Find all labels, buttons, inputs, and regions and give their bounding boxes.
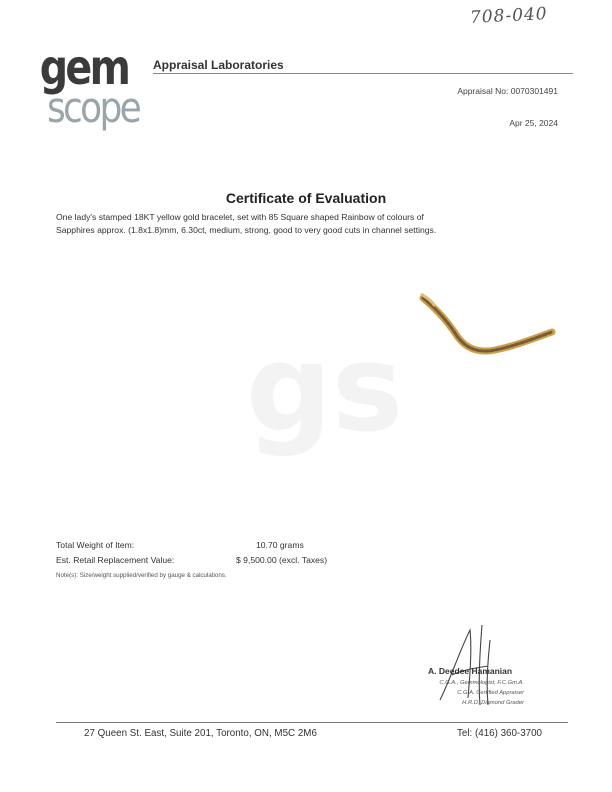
footer-phone: Tel: (416) 360-3700	[457, 728, 542, 739]
total-weight-value: 10.70 grams	[256, 540, 304, 550]
measurement-note: Note(s): Size/weight supplied/verified by gauge & calculations.	[56, 572, 227, 579]
appraisal-date: Apr 25, 2024	[509, 118, 558, 128]
retail-value-label: Est. Retail Replacement Value:	[56, 555, 175, 565]
item-description	[56, 211, 556, 237]
appraiser-name: A. Deedee Hamanian	[428, 666, 513, 676]
retail-value-row	[56, 555, 327, 565]
bracelet-photo	[415, 288, 555, 368]
gemscope-logo	[38, 40, 150, 132]
description-line: Sapphires approx. (1.8x1.8)mm, 6.30ct, medium, strong, good to very good cuts in channel settings.	[56, 225, 437, 235]
watermark-text: gs	[246, 320, 404, 459]
appraiser-credential: C.G.A., Gemmologist, F.C.Gm.A.	[439, 680, 524, 686]
description-line: One lady's stamped 18KT yellow gold bracelet, set with 85 Square shaped Rainbow of colours of	[56, 212, 424, 222]
header-divider	[153, 73, 573, 74]
lab-name: Appraisal Laboratories	[153, 58, 284, 72]
logo-gem-text: gem	[39, 40, 129, 97]
handwritten-reference-number: 708-040	[469, 3, 549, 29]
total-weight-label: Total Weight of Item:	[56, 540, 135, 550]
appraisal-number-label: Appraisal No:	[457, 86, 509, 96]
appraiser-credential: H.R.D. Diamond Grader	[462, 700, 524, 706]
logo-scope-text: scope	[47, 84, 140, 133]
appraisal-number-value: 0070301491	[510, 86, 558, 96]
appraisal-number	[457, 86, 558, 96]
footer-divider	[56, 722, 568, 723]
gs-watermark	[240, 300, 404, 480]
retail-value-amount: $ 9,500.00 (excl. Taxes)	[236, 555, 328, 565]
certificate-title: Certificate of Evaluation	[225, 190, 387, 206]
total-weight-row	[56, 540, 304, 550]
appraiser-credential: C.G.A. Certified Appraiser	[457, 690, 524, 696]
footer-address: 27 Queen St. East, Suite 201, Toronto, ON, M5C 2M6	[84, 728, 317, 739]
